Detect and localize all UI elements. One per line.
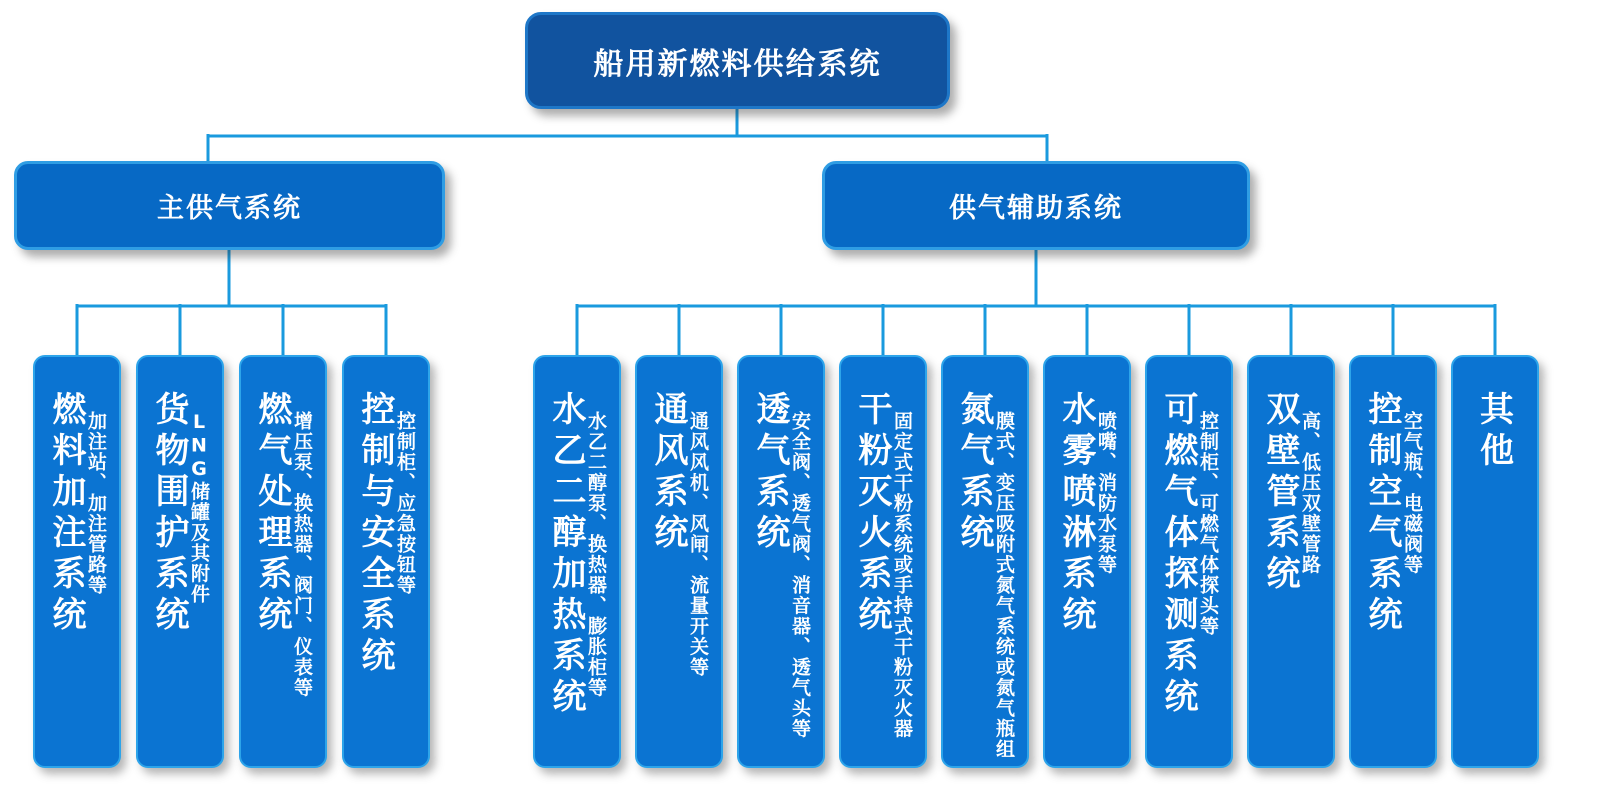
leaf-subtitle: 膜式、变压吸附式氮气系统或氮气瓶组 [993, 411, 1015, 760]
leaf-subtitle: 高、低压双壁管路 [1299, 411, 1321, 575]
leaf-title: 燃料加注系统 [46, 391, 86, 637]
branch-label: 供气辅助系统 [949, 193, 1123, 224]
branch-main-gas-supply [14, 161, 445, 250]
leaf-subtitle: 空气瓶、电磁阀等 [1401, 411, 1423, 575]
leaf-title: 水雾喷淋系统 [1056, 391, 1096, 637]
leaf-subtitle: 固定式干粉系统或手持式干粉灭火器 [891, 411, 913, 739]
node-control-air [1349, 355, 1437, 768]
leaf-subtitle: 控制柜、可燃气体探头等 [1197, 411, 1219, 637]
node-others [1451, 355, 1539, 768]
node-glycol-heating [533, 355, 621, 768]
leaf-title: 水乙二醇加热系统 [546, 391, 586, 719]
leaf-subtitle: 增压泵、换热器、阀门、仪表等 [291, 411, 313, 698]
leaf-title: 控制与安全系统 [355, 391, 395, 678]
root-node [525, 12, 950, 109]
branch-label: 主供气系统 [157, 193, 302, 224]
node-fuel-bunkering [33, 355, 121, 768]
leaf-title: 通风系统 [648, 391, 688, 555]
node-water-mist-spray [1043, 355, 1131, 768]
leaf-title: 双壁管系统 [1260, 391, 1300, 596]
leaf-title: 其他 [1473, 391, 1514, 473]
node-combustible-gas-detection [1145, 355, 1233, 768]
leaf-subtitle: 加注站、加注管路等 [85, 411, 107, 596]
node-ventilation [635, 355, 723, 768]
leaf-title: 燃气处理系统 [252, 391, 292, 637]
node-nitrogen [941, 355, 1029, 768]
leaf-title: 可燃气体探测系统 [1158, 391, 1198, 719]
leaf-title: 透气系统 [750, 391, 790, 555]
leaf-title: 氮气系统 [954, 391, 994, 555]
leaf-title: 货物围护系统 [149, 391, 189, 637]
leaf-subtitle: 安全阀、透气阀、消音器、透气头等 [789, 411, 811, 739]
leaf-subtitle: LNG储罐及其附件 [188, 411, 210, 605]
leaf-title: 控制空气系统 [1362, 391, 1402, 637]
leaf-subtitle: 水乙二醇泵、换热器、膨胀柜等 [585, 411, 607, 698]
node-dry-powder-fire-extinguishing [839, 355, 927, 768]
leaf-title: 干粉灭火系统 [852, 391, 892, 637]
node-control-and-safety [342, 355, 430, 768]
node-gas-processing [239, 355, 327, 768]
node-double-wall-pipe [1247, 355, 1335, 768]
node-cargo-containment [136, 355, 224, 768]
leaf-subtitle: 喷嘴、消防水泵等 [1095, 411, 1117, 575]
root-label: 船用新燃料供给系统 [593, 46, 882, 82]
leaf-subtitle: 控制柜、应急按钮等 [394, 411, 416, 596]
node-venting [737, 355, 825, 768]
leaf-subtitle: 通风风机、风闸、流量开关等 [687, 411, 709, 678]
branch-gas-supply-auxiliary [822, 161, 1250, 250]
